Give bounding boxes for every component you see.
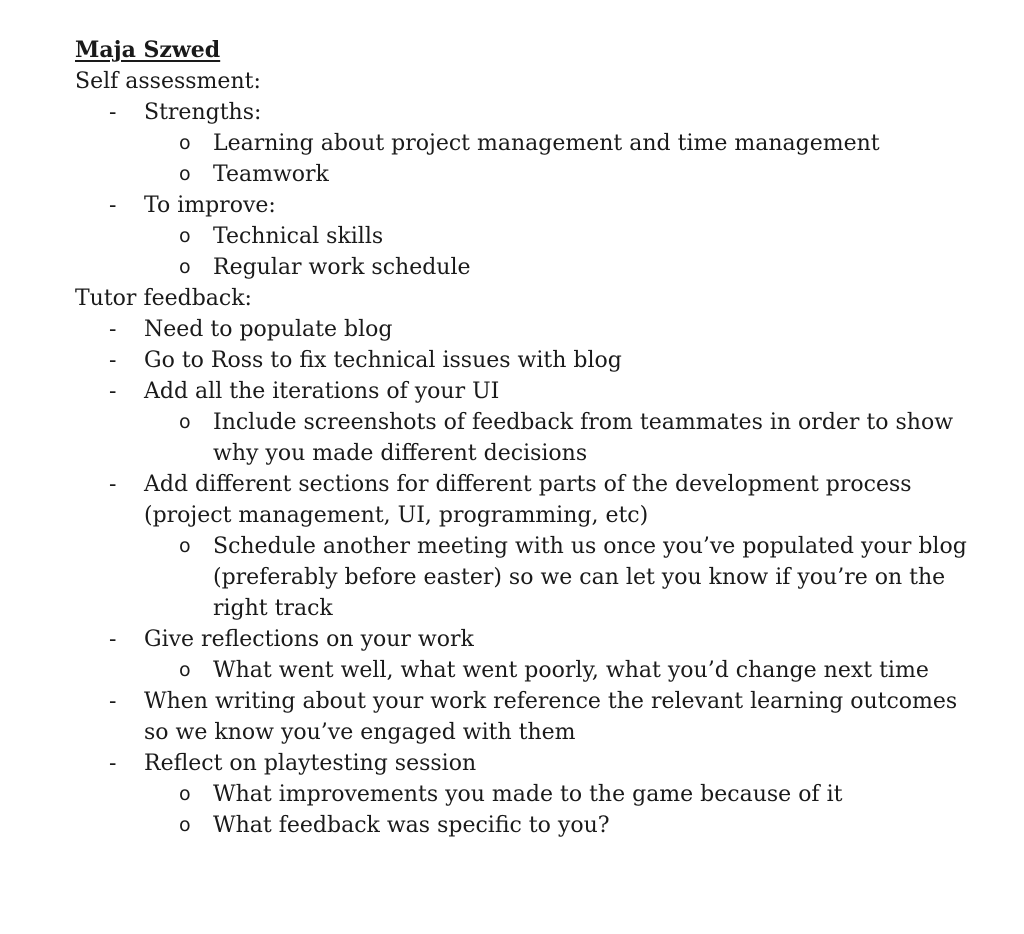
circle-bullet: o: [179, 256, 191, 278]
sub-list-item: [144, 531, 975, 624]
circle-bullet: o: [179, 132, 191, 154]
list-item: [75, 190, 975, 283]
list-item-text: Add all the iterations of your UI: [144, 379, 500, 404]
circle-bullet: o: [179, 783, 191, 805]
sub-list-item-text: Schedule another meeting with us once you’ve populated your blog (preferably before easter) so we can let you know if you’re on the right track: [213, 534, 967, 621]
circle-bullet: o: [179, 225, 191, 247]
sub-list-item: [144, 810, 975, 841]
dash-bullet: -: [109, 689, 117, 714]
list-item: [75, 345, 975, 376]
sub-list-item: [144, 407, 975, 469]
document-page: [75, 35, 975, 841]
sub-list: [144, 221, 975, 283]
list-item: [75, 469, 975, 624]
circle-bullet: o: [179, 411, 191, 433]
list-item-text: Go to Ross to fix technical issues with blog: [144, 348, 622, 373]
tutor-feedback-list: [75, 314, 975, 841]
dash-bullet: -: [109, 472, 117, 497]
sub-list-item-text: What feedback was specific to you?: [213, 813, 610, 838]
sub-list-item-text: Technical skills: [213, 224, 384, 249]
sub-list-item: [144, 221, 975, 252]
sub-list-item-text: Teamwork: [213, 162, 329, 187]
circle-bullet: o: [179, 659, 191, 681]
dash-bullet: -: [109, 379, 117, 404]
dash-bullet: -: [109, 193, 117, 218]
sub-list-item-text: Learning about project management and time management: [213, 131, 880, 156]
sub-list: [144, 531, 975, 624]
circle-bullet: o: [179, 535, 191, 557]
list-item: [75, 376, 975, 469]
list-item: [75, 686, 975, 748]
self-assessment-heading: Self assessment:: [75, 69, 261, 94]
dash-bullet: -: [109, 317, 117, 342]
list-item-text: When writing about your work reference the relevant learning outcomes so we know you’ve engaged with them: [144, 689, 958, 745]
sub-list-item-text: Regular work schedule: [213, 255, 471, 280]
sub-list-item-text: Include screenshots of feedback from teammates in order to show why you made different decisions: [213, 410, 954, 466]
list-item-text: Reflect on playtesting session: [144, 751, 477, 776]
circle-bullet: o: [179, 814, 191, 836]
dash-bullet: -: [109, 100, 117, 125]
sub-list-item: [144, 252, 975, 283]
sub-list-item: [144, 128, 975, 159]
sub-list-item-text: What went well, what went poorly, what you’d change next time: [213, 658, 929, 683]
list-item-text: Need to populate blog: [144, 317, 393, 342]
sub-list: [144, 407, 975, 469]
circle-bullet: o: [179, 163, 191, 185]
sub-list-item: [144, 655, 975, 686]
sub-list: [144, 779, 975, 841]
sub-list: [144, 128, 975, 190]
sub-list-item: [144, 779, 975, 810]
list-item: [75, 314, 975, 345]
dash-bullet: -: [109, 627, 117, 652]
tutor-feedback-heading: Tutor feedback:: [75, 286, 252, 311]
list-item-text: Add different sections for different parts of the development process (project management, UI, programming, etc): [144, 472, 912, 528]
sub-list: [144, 655, 975, 686]
list-item-text: Give reflections on your work: [144, 627, 474, 652]
list-item-text: Strengths:: [144, 100, 262, 125]
list-item: [75, 748, 975, 841]
dash-bullet: -: [109, 348, 117, 373]
list-item-text: To improve:: [144, 193, 276, 218]
dash-bullet: -: [109, 751, 117, 776]
sub-list-item-text: What improvements you made to the game because of it: [213, 782, 843, 807]
self-assessment-list: [75, 97, 975, 283]
list-item: [75, 97, 975, 190]
list-item: [75, 624, 975, 686]
sub-list-item: [144, 159, 975, 190]
student-name: Maja Szwed: [75, 37, 221, 63]
